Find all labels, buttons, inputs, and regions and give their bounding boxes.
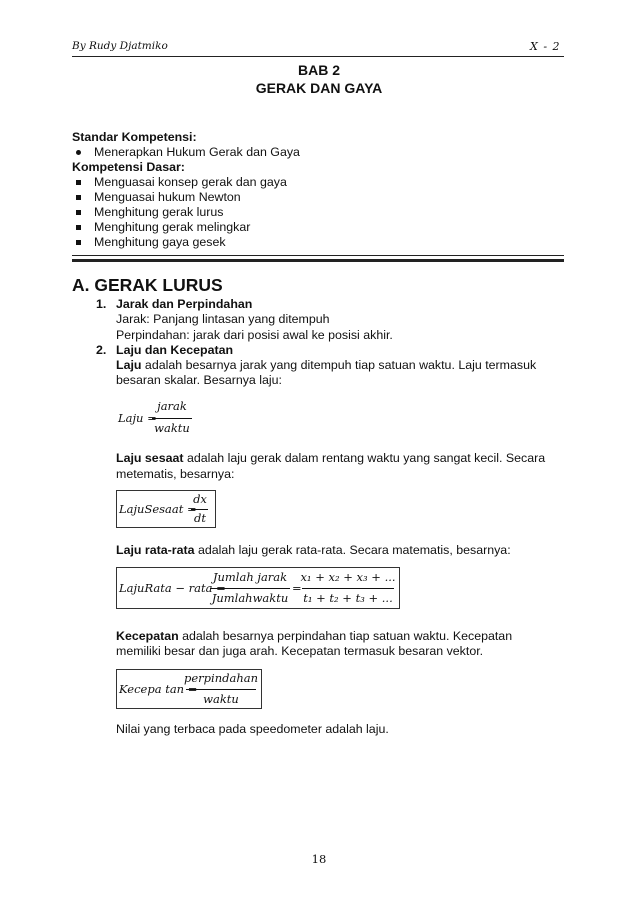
rata-term: Laju rata-rata <box>116 543 195 557</box>
bullet-square-icon <box>76 240 81 245</box>
rata-paragraph-line <box>116 543 511 557</box>
formula-rata-sum-numerator: x₁ + x₂ + x₃ + ... <box>300 570 396 584</box>
fraction-bar <box>210 588 290 589</box>
bullet-square-icon <box>76 210 81 215</box>
kecepatan-term: Kecepatan <box>116 629 179 643</box>
chapter-title: GERAK DAN GAYA <box>255 80 383 96</box>
formula-kecepatan-lhs: Kecepa tan = <box>119 682 198 696</box>
fraction-bar <box>186 689 256 690</box>
formula-kecepatan-denominator: waktu <box>203 692 239 706</box>
section-divider-thick <box>72 259 564 262</box>
sesaat-paragraph-line <box>116 451 545 465</box>
kompetensi-item: Menguasai hukum Newton <box>94 190 241 204</box>
kecepatan-paragraph-line <box>116 629 512 643</box>
bullet-dot-icon <box>76 150 81 155</box>
item1-number: 1. <box>96 297 107 311</box>
item1-line: Jarak: Panjang lintasan yang ditempuh <box>116 312 330 326</box>
item2-number: 2. <box>96 343 107 357</box>
header-rule <box>72 56 564 57</box>
laju-term: Laju <box>116 358 142 372</box>
formula-sesaat-lhs: LajuSesaat = <box>119 502 197 516</box>
kompetensi-item: Menghitung gerak lurus <box>94 205 224 219</box>
kompetensi-item: Menghitung gaya gesek <box>94 235 226 249</box>
formula-rata-sum-denominator: t₁ + t₂ + t₃ + ... <box>303 591 393 605</box>
closing-line: Nilai yang terbaca pada speedometer adalah laju. <box>116 722 389 736</box>
fraction-bar <box>152 418 192 419</box>
item1-line: Perpindahan: jarak dari posisi awal ke posisi akhir. <box>116 328 393 342</box>
formula-kecepatan-numerator: perpindahan <box>184 671 258 685</box>
standar-item: Menerapkan Hukum Gerak dan Gaya <box>94 145 300 159</box>
bullet-square-icon <box>76 225 81 230</box>
header-author: By Rudy Djatmiko <box>72 40 168 52</box>
sesaat-term: Laju sesaat <box>116 451 184 465</box>
laju-paragraph-line: besaran skalar. Besarnya laju: <box>116 373 282 387</box>
formula-laju-numerator: jarak <box>157 399 187 413</box>
laju-paragraph-line <box>116 358 536 372</box>
item1-title: Jarak dan Perpindahan <box>116 297 253 311</box>
kecepatan-paragraph-line: memiliki besar dan juga arah. Kecepatan termasuk besaran vektor. <box>116 644 484 658</box>
sesaat-text: adalah laju gerak dalam rentang waktu yang sangat kecil. Secara <box>183 451 546 465</box>
kompetensi-item: Menguasai konsep gerak dan gaya <box>94 175 287 189</box>
kompetensi-item: Menghitung gerak melingkar <box>94 220 251 234</box>
laju-text: adalah besarnya jarak yang ditempuh tiap satuan waktu. Laju termasuk <box>141 358 537 372</box>
fraction-bar <box>302 588 394 589</box>
formula-laju-lhs: Laju = <box>118 411 157 425</box>
formula-rata-denominator: Jumlahwaktu <box>211 591 289 605</box>
sesaat-paragraph-line: metematis, besarnya: <box>116 467 235 481</box>
formula-rata-numerator: Jumlah jarak <box>212 570 288 584</box>
formula-rata-equals: = <box>292 581 302 595</box>
header-class: X - 2 <box>530 40 561 53</box>
formula-laju-denominator: waktu <box>154 421 190 435</box>
section-divider <box>72 255 564 256</box>
section-title: A. GERAK LURUS <box>72 275 223 295</box>
formula-sesaat-denominator: dt <box>194 511 206 525</box>
formula-sesaat-numerator: dx <box>193 492 207 506</box>
page-number: 18 <box>311 852 327 866</box>
fraction-bar <box>191 509 208 510</box>
bullet-square-icon <box>76 180 81 185</box>
item2-title: Laju dan Kecepatan <box>116 343 234 357</box>
kompetensi-heading: Kompetensi Dasar: <box>72 160 185 174</box>
chapter-number: BAB 2 <box>297 62 340 78</box>
bullet-square-icon <box>76 195 81 200</box>
rata-text: adalah laju gerak rata-rata. Secara matematis, besarnya: <box>194 543 511 557</box>
formula-rata-lhs: LajuRata − rata = <box>119 581 226 595</box>
standar-heading: Standar Kompetensi: <box>72 130 197 144</box>
kecepatan-text: adalah besarnya perpindahan tiap satuan waktu. Kecepatan <box>178 629 513 643</box>
